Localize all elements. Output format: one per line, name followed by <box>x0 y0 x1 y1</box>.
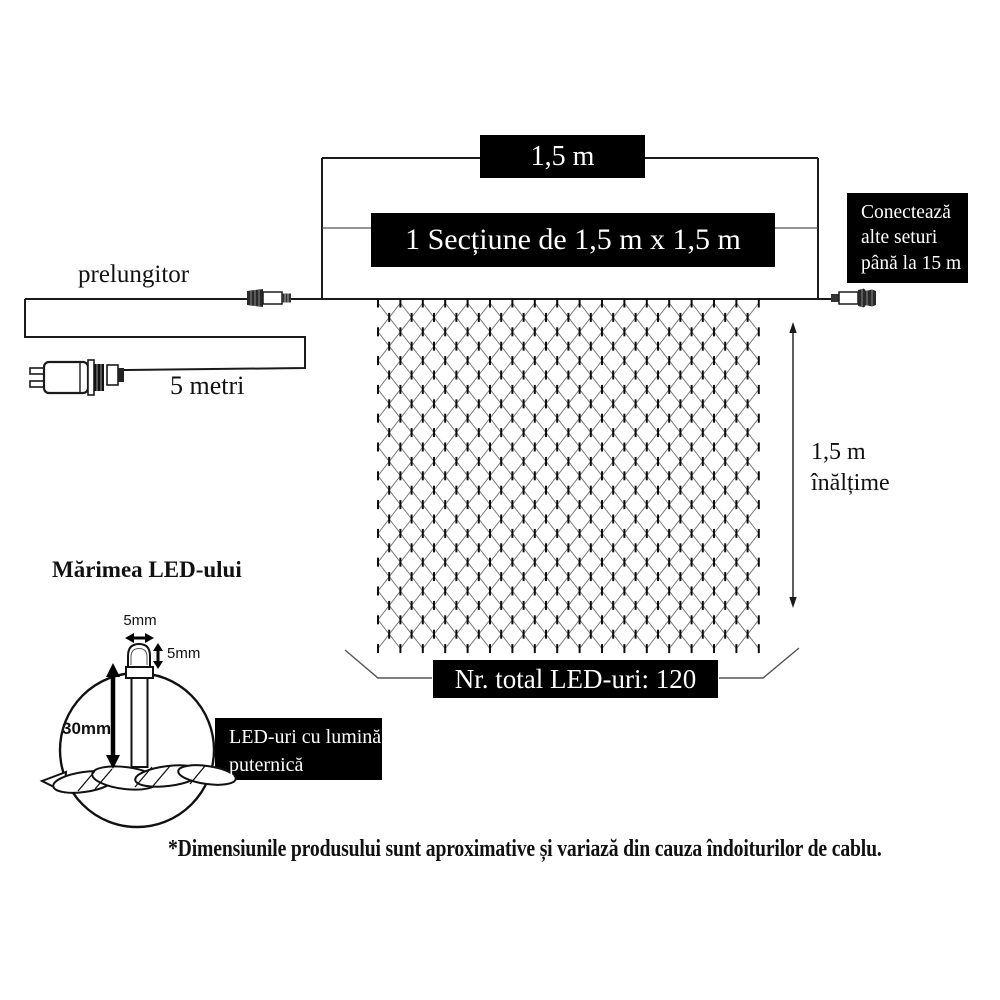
led-net-drawing <box>377 299 760 654</box>
led-size-heading: Mărimea LED-ului <box>52 557 242 582</box>
led-cap-height-value: 5mm <box>167 645 201 662</box>
cable-connector-icon <box>247 289 291 307</box>
led-cap-height-arrow <box>153 643 163 669</box>
height-dimension-label: 1,5 m înălțime <box>811 439 890 496</box>
top-width-label: 1,5 m <box>480 135 645 178</box>
total-leds-label: Nr. total LED-uri: 120 <box>433 660 718 698</box>
section-label: 1 Secțiune de 1,5 m x 1,5 m <box>371 213 775 267</box>
extension-cord-cable <box>25 299 305 370</box>
disclaimer-text: *Dimensiunile produsului sunt aproximative și variază din cauza îndoiturilor de cablu. <box>168 836 882 862</box>
connect-sets-label: Conectează alte seturi până la 15 m <box>847 193 968 283</box>
cable-length-label: 5 metri <box>170 371 245 400</box>
extension-cord-label: prelungitor <box>78 261 190 288</box>
led-width-value: 5mm <box>123 612 157 629</box>
led-body-height-value: 30mm <box>62 719 112 738</box>
link-connector-icon <box>831 289 876 308</box>
led-feature-label: LED-uri cu lumină puternică <box>229 726 382 776</box>
height-arrow <box>789 322 796 608</box>
power-plug-icon <box>30 360 124 395</box>
led-width-arrow <box>125 633 154 643</box>
